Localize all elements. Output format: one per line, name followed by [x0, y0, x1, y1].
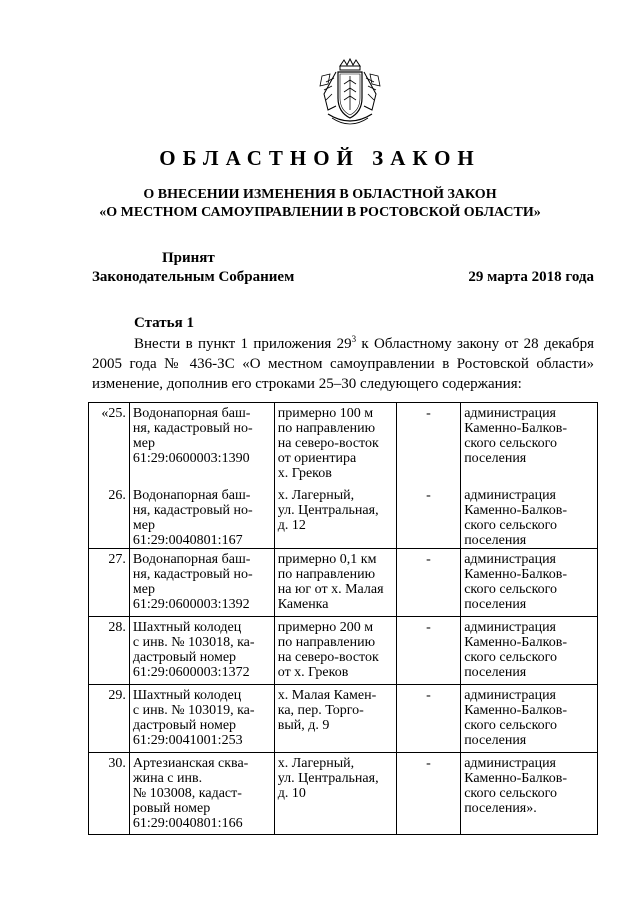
cell-text-line: дастровый номер	[132, 650, 237, 665]
adopted-label: Принят	[162, 250, 215, 266]
cell-text-line: № 103008, кадаст-	[132, 786, 242, 801]
objects-table	[88, 402, 598, 835]
subtitle-line: «О МЕСТНОМ САМОУПРАВЛЕНИИ В РОСТОВСКОЙ ОБЛАСТИ»	[99, 205, 541, 220]
row-number: 28.	[89, 617, 130, 685]
cell-text-line: администрация	[464, 406, 557, 421]
cell-text-line: Водонапорная баш-	[132, 406, 251, 421]
cell-text-line: по направлению	[277, 567, 376, 582]
cell-text-line: поселения	[464, 597, 527, 612]
table-row	[89, 485, 598, 549]
location-cell	[274, 403, 396, 485]
cell-text-line: от х. Греков	[277, 665, 349, 680]
dash-cell: -	[396, 485, 461, 549]
cell-text-line: по направлению	[277, 421, 376, 436]
row-number: 26.	[89, 485, 130, 549]
cell-text-line: администрация	[464, 552, 557, 567]
cell-text-line: х. Лагерный,	[277, 756, 355, 771]
cell-text-line: Каменно-Балков-	[464, 421, 567, 436]
cell-text-line: примерно 100 м	[277, 406, 374, 421]
row-number: 29.	[89, 685, 130, 753]
cell-text-line: мер	[132, 436, 155, 451]
cell-text-line: Артезианская сква-	[132, 756, 249, 771]
location-cell	[274, 549, 396, 617]
cell-text-line: ского сельского	[464, 582, 558, 597]
cell-text-line: Водонапорная баш-	[132, 552, 251, 567]
organization-cell	[461, 403, 598, 485]
cell-text-line: администрация	[464, 756, 557, 771]
cell-text-line: ка, пер. Торго-	[277, 703, 364, 718]
organization-cell	[461, 617, 598, 685]
cell-text-line: д. 10	[277, 786, 306, 801]
cell-text-line: с инв. № 103019, ка-	[132, 703, 255, 718]
cell-text-line: ул. Центральная,	[277, 502, 379, 518]
cell-text-line: мер	[132, 517, 155, 533]
cell-text-line: мер	[132, 582, 155, 597]
dash-cell: -	[396, 617, 461, 685]
organization-cell	[461, 753, 598, 835]
row-number: 30.	[89, 753, 130, 835]
cell-text-line: ского сельского	[464, 436, 558, 451]
cell-text-line: ского сельского	[464, 718, 558, 733]
cell-text-line: ского сельского	[464, 786, 558, 801]
cell-text-line: на юг от х. Малая	[277, 582, 384, 597]
organization-cell	[461, 685, 598, 753]
cell-text-line: поселения	[464, 733, 527, 748]
cell-text-line: х. Лагерный,	[277, 487, 355, 503]
cell-text-line: примерно 0,1 км	[277, 552, 377, 567]
article-heading: Статья 1	[134, 315, 194, 331]
cell-text-line: администрация	[464, 688, 557, 703]
object-cell	[129, 685, 274, 753]
object-cell	[129, 617, 274, 685]
cell-text-line: ня, кадастровый но-	[132, 421, 253, 436]
cell-text-line: 61:29:0040801:166	[132, 816, 243, 831]
cell-text-line: ского сельского	[464, 517, 558, 533]
organization-cell	[461, 549, 598, 617]
organization-cell	[461, 485, 598, 549]
object-cell	[129, 485, 274, 549]
cell-text-line: ня, кадастровый но-	[132, 567, 253, 582]
cell-text-line: 61:29:0600003:1392	[132, 597, 250, 612]
cell-text-line: Каменка	[277, 597, 329, 612]
cell-text-line: вый, д. 9	[277, 718, 330, 733]
cell-text-line: администрация	[464, 620, 557, 635]
row-number: «25.	[89, 403, 130, 485]
cell-text-line: х. Греков	[277, 466, 332, 481]
cell-text-line: ул. Центральная,	[277, 771, 379, 786]
cell-text-line: дастровый номер	[132, 718, 237, 733]
cell-text-line: Шахтный колодец	[132, 688, 242, 703]
subtitle-line: О ВНЕСЕНИИ ИЗМЕНЕНИЯ В ОБЛАСТНОЙ ЗАКОН	[143, 187, 497, 202]
cell-text-line: ского сельского	[464, 650, 558, 665]
adopted-by-label: Законодательным Собранием	[92, 269, 295, 285]
body-superscript: 3	[351, 334, 357, 344]
cell-text-line: ня, кадастровый но-	[132, 502, 253, 518]
dash-cell: -	[396, 403, 461, 485]
article-body	[92, 334, 594, 394]
table-row	[89, 617, 598, 685]
dash-cell: -	[396, 549, 461, 617]
cell-text-line: х. Малая Камен-	[277, 688, 377, 703]
dash-cell: -	[396, 753, 461, 835]
cell-text-line: 61:29:0600003:1372	[132, 665, 250, 680]
cell-text-line: на северо-восток	[277, 436, 379, 451]
body-text-part: к Областному закону от 28 декабря 2005 года № 436-ЗС «О местном самоуправлении в Ростовской области» изменение, дополнив его строками 25–30 следующего содержания:	[92, 336, 594, 392]
cell-text-line: поселения	[464, 665, 527, 680]
table-row	[89, 685, 598, 753]
cell-text-line: 61:29:0040801:167	[132, 532, 243, 548]
adopted-date: 29 марта 2018 года	[468, 269, 594, 285]
cell-text-line: от ориентира	[277, 451, 357, 466]
cell-text-line: администрация	[464, 487, 557, 503]
body-text-part: Внести в пункт 1 приложения 29	[134, 336, 352, 352]
cell-text-line: 61:29:0041001:253	[132, 733, 243, 748]
table-row	[89, 403, 598, 485]
cell-text-line: д. 12	[277, 517, 306, 533]
location-cell	[274, 753, 396, 835]
object-cell	[129, 403, 274, 485]
object-cell	[129, 753, 274, 835]
cell-text-line: примерно 200 м	[277, 620, 374, 635]
row-number: 27.	[89, 549, 130, 617]
cell-text-line: ровый номер	[132, 801, 211, 816]
table-row	[89, 549, 598, 617]
cell-text-line: Каменно-Балков-	[464, 567, 567, 582]
cell-text-line: Каменно-Балков-	[464, 502, 567, 518]
cell-text-line: Каменно-Балков-	[464, 703, 567, 718]
cell-text-line: Водонапорная баш-	[132, 487, 251, 503]
object-cell	[129, 549, 274, 617]
cell-text-line: Шахтный колодец	[132, 620, 242, 635]
location-cell	[274, 617, 396, 685]
cell-text-line: жина с инв.	[132, 771, 203, 786]
rostov-coat-of-arms-icon	[318, 58, 382, 130]
cell-text-line: Каменно-Балков-	[464, 771, 567, 786]
cell-text-line: на северо-восток	[277, 650, 379, 665]
location-cell	[274, 685, 396, 753]
cell-text-line: 61:29:0600003:1390	[132, 451, 250, 466]
document-subtitle	[0, 186, 640, 222]
cell-text-line: поселения	[464, 451, 527, 466]
cell-text-line: с инв. № 103018, ка-	[132, 635, 255, 650]
location-cell	[274, 485, 396, 549]
cell-text-line: Каменно-Балков-	[464, 635, 567, 650]
cell-text-line: поселения	[464, 532, 527, 548]
document-title: ОБЛАСТНОЙ ЗАКОН	[159, 146, 481, 170]
dash-cell: -	[396, 685, 461, 753]
cell-text-line: по направлению	[277, 635, 376, 650]
table-row	[89, 753, 598, 835]
cell-text-line: поселения».	[464, 801, 537, 816]
